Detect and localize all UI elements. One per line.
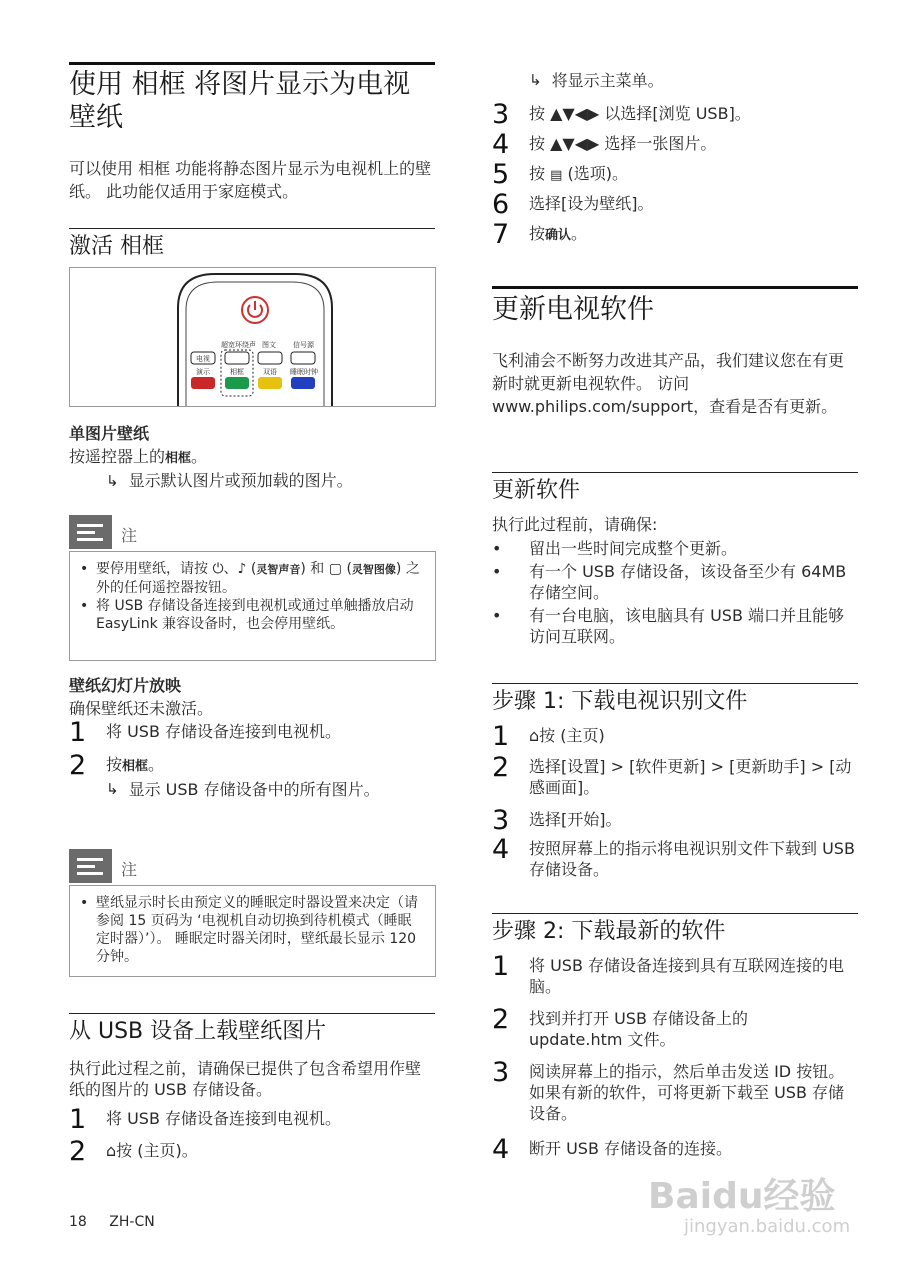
heading-slideshow: 壁纸幻灯片放映	[69, 676, 182, 695]
upload-step-1	[69, 1104, 435, 1135]
smart-sound-key: 灵智声音	[256, 563, 301, 576]
heading-single-wallpaper: 单图片壁纸	[69, 424, 150, 443]
page-language: ZH-CN	[109, 1214, 155, 1230]
step-number: 3	[492, 99, 510, 130]
subsection-title-step1: 步骤 1: 下载电视识别文件	[492, 689, 748, 714]
note1-text-f: ) 之外的任何遥控器按钮。	[96, 561, 420, 596]
page-number: 18	[69, 1214, 87, 1230]
bullet-text: 有一个 USB 存储设备，该设备至少有 64MB 存储空间。	[529, 562, 847, 602]
step-number: 6	[492, 189, 510, 220]
step-number: 2	[69, 750, 87, 781]
slideshow-result-text: 显示 USB 存储设备中的所有图片。	[128, 780, 380, 799]
step-number: 4	[492, 1134, 510, 1165]
step-number: 4	[492, 129, 510, 160]
step-text: 断开 USB 存储设备的连接。	[529, 1139, 733, 1158]
step-text: 按 (主页)	[539, 726, 605, 745]
step-text: 选择[设置] > [软件更新] > [更新助手] > [动感画面]。	[529, 757, 852, 797]
step-number: 1	[69, 1104, 87, 1135]
step1-item-4	[492, 834, 858, 880]
step-number: 1	[69, 717, 87, 748]
step2-item-3	[492, 1057, 858, 1124]
step-number: 5	[492, 159, 510, 190]
step-number: 1	[492, 951, 510, 982]
step1-item-3	[492, 805, 858, 836]
subsection-title-step2: 步骤 2: 下载最新的软件	[492, 919, 726, 944]
label-teletext: 图文	[262, 341, 276, 349]
result-arrow-icon: ↳	[106, 472, 119, 490]
bullet-item: • 有一台电脑，该电脑具有 USB 端口并且能够访问互联网。	[492, 605, 858, 647]
step-number: 4	[492, 834, 510, 865]
subsection-rule	[492, 472, 858, 473]
slideshow-step-2	[69, 750, 435, 781]
step-text: 按 ▲▼◀▶ 选择一张图片。	[529, 134, 717, 153]
step-text-end: 。	[571, 224, 588, 243]
continued-result-text: 将显示主菜单。	[551, 71, 664, 90]
note1-text-a: 要停用壁纸，请按	[96, 561, 213, 577]
cont-step-6	[492, 189, 654, 220]
step-text-end: (选项)。	[562, 164, 628, 183]
label-source: 信号源	[293, 341, 314, 349]
bullet-text: 有一台电脑，该电脑具有 USB 端口并且能够访问互联网。	[529, 606, 845, 646]
label-sleep: 睡眠时钟	[290, 368, 318, 376]
note1-text-c: (	[246, 561, 257, 577]
note-box-1	[69, 551, 436, 661]
step2-item-4	[492, 1134, 858, 1165]
home-icon: ⌂	[529, 726, 540, 745]
baidu-watermark-url: jingyan.baidu.com	[684, 1216, 851, 1237]
single-result	[106, 470, 426, 492]
step-text: 选择[设为壁纸]。	[529, 194, 654, 213]
slideshow-intro: 确保壁纸还未激活。	[69, 699, 214, 718]
single-text-end: 。	[191, 447, 208, 466]
step-text: 找到并打开 USB 存储设备上的 update.htm 文件。	[529, 1009, 749, 1049]
note1-text-2: 将 USB 存储设备连接到电视机或通过单触播放启动 EasyLink 兼容设备时，也会停用壁纸。	[96, 598, 414, 632]
note-header-1	[69, 515, 435, 551]
intro-paragraph: 可以使用 相框 功能将静态图片显示为电视机上的壁纸。 此功能仅适用于家庭模式。	[69, 159, 432, 201]
remote-drawing	[70, 268, 435, 406]
title-rule	[69, 62, 435, 65]
label-dual: 双语	[263, 368, 277, 376]
step-text: 按	[529, 224, 546, 243]
note-label: 注	[121, 526, 138, 545]
step-text: 按 ▲▼◀▶ 以选择[浏览 USB]。	[529, 104, 751, 123]
result-arrow-icon: ↳	[106, 780, 119, 798]
baidu-watermark-logo: Baidu经验	[648, 1176, 836, 1217]
slideshow-result	[106, 779, 406, 800]
note1-text-b: 、	[223, 561, 238, 577]
slideshow-step-1	[69, 717, 435, 748]
note1-text-d: ) 和	[300, 561, 329, 577]
section-title: 使用 相框 将图片显示为电视壁纸	[69, 69, 411, 133]
note-icon	[69, 515, 112, 549]
step-text: 按	[529, 164, 551, 183]
frame-key: 相框	[122, 759, 149, 774]
remote-illustration	[69, 267, 436, 407]
step-text-end: 。	[148, 755, 165, 774]
picture-icon: ▢	[328, 561, 342, 577]
note-box-2: • 壁纸显示时长由预定义的睡眠定时器设置来决定（请参阅 15 页码为 ‘电视机自动切换到待机模式（睡眠定时器）’）。 睡眠定时器关闭时，壁纸最长显示 120 分钟。	[69, 885, 436, 977]
subsection-rule	[492, 913, 858, 914]
step-text: 按照屏幕上的指示将电视识别文件下载到 USB 存储设备。	[529, 839, 855, 879]
single-wallpaper-text	[69, 446, 207, 469]
step-number: 2	[492, 1004, 510, 1035]
label-demo: 演示	[196, 368, 210, 376]
step1-item-2	[492, 752, 858, 798]
step-text: 选择[开始]。	[529, 810, 622, 829]
title-rule	[492, 286, 858, 289]
step-number: 7	[492, 219, 510, 250]
single-text: 按遥控器上的	[69, 447, 166, 466]
cont-step-4	[492, 129, 717, 160]
step-number: 2	[492, 752, 510, 783]
note1-text-e: (	[342, 561, 352, 577]
step1-item-1	[492, 721, 858, 752]
music-note-icon: ♪	[237, 561, 247, 577]
step-text: 将 USB 存储设备连接到电视机。	[106, 722, 342, 741]
note-header-2	[69, 849, 435, 885]
step-text: 将 USB 存储设备连接到电视机。	[106, 1109, 342, 1128]
step-number: 2	[69, 1136, 87, 1167]
subsection-rule	[69, 228, 435, 229]
update-sw-bullets	[492, 538, 858, 647]
step-number: 3	[492, 805, 510, 836]
step2-item-1	[492, 951, 858, 997]
upload-step-2	[69, 1136, 435, 1167]
page-footer	[69, 1214, 155, 1230]
label-frame: 相框	[230, 368, 244, 376]
cont-step-5	[492, 159, 628, 190]
subsection-title-update-sw: 更新软件	[492, 478, 581, 503]
bullet-item: • 有一个 USB 存储设备，该设备至少有 64MB 存储空间。	[492, 561, 858, 603]
bullet-item: • 留出一些时间完成整个更新。	[492, 539, 738, 558]
note-label: 注	[121, 860, 138, 879]
bullet-text: 留出一些时间完成整个更新。	[529, 539, 738, 558]
update-sw-intro: 执行此过程前，请确保:	[492, 515, 658, 534]
note1-bullet-2: • 将 USB 存储设备连接到电视机或通过单触播放启动 EasyLink 兼容设备时，也会停用壁纸。	[80, 597, 425, 633]
step-number: 1	[492, 721, 510, 752]
subsection-title-upload: 从 USB 设备上载壁纸图片	[69, 1019, 327, 1044]
upload-intro: 执行此过程之前，请确保已提供了包含希望用作壁纸的图片的 USB 存储设备。	[69, 1059, 422, 1099]
note2-text: 壁纸显示时长由预定义的睡眠定时器设置来决定（请参阅 15 页码为 ‘电视机自动切换到待机模式（睡眠定时器）’）。 睡眠定时器关闭时，壁纸最长显示 120 分钟。	[96, 895, 418, 965]
options-icon: ▤	[550, 168, 563, 183]
label-tv: 电视	[196, 355, 210, 363]
cont-step-7	[492, 219, 588, 250]
power-symbol-icon: ⏻	[212, 561, 224, 577]
step-text: 将 USB 存储设备连接到具有互联网连接的电脑。	[529, 956, 845, 996]
continued-result	[529, 70, 664, 91]
step-text: 按	[106, 755, 123, 774]
note1-bullet-1: • 要停用壁纸，请按 ⏻、♪ (灵智声音) 和 ▢ (灵智图像) 之外的任何遥控器按钮。	[80, 561, 420, 596]
subsection-rule	[69, 1013, 435, 1014]
section-title-update: 更新电视软件	[492, 294, 654, 325]
label-surround: 超宽环绕声	[221, 341, 256, 349]
step-text: 阅读屏幕上的指示，然后单击发送 ID 按钮。如果有新的软件，可将更新下载至 USB 存储设备。	[529, 1062, 845, 1123]
home-icon: ⌂	[106, 1141, 117, 1160]
step-text: 按 (主页)。	[116, 1141, 198, 1160]
cont-step-3	[492, 99, 751, 130]
update-intro: 飞利浦会不断努力改进其产品，我们建议您在有更新时就更新电视软件。 访问 www.philips.com/support，查看是否有更新。	[492, 351, 845, 416]
subsection-rule	[492, 683, 858, 684]
step-number: 3	[492, 1057, 510, 1088]
step2-item-2	[492, 1004, 858, 1050]
ok-key: 确认	[545, 228, 572, 243]
frame-key: 相框	[165, 451, 192, 466]
subsection-title-activate: 激活 相框	[69, 234, 164, 259]
note-icon	[69, 849, 112, 883]
result-arrow-icon: ↳	[529, 71, 542, 89]
single-result-text: 显示默认图片或预加载的图片。	[128, 471, 353, 490]
smart-picture-key: 灵智图像	[351, 563, 396, 576]
